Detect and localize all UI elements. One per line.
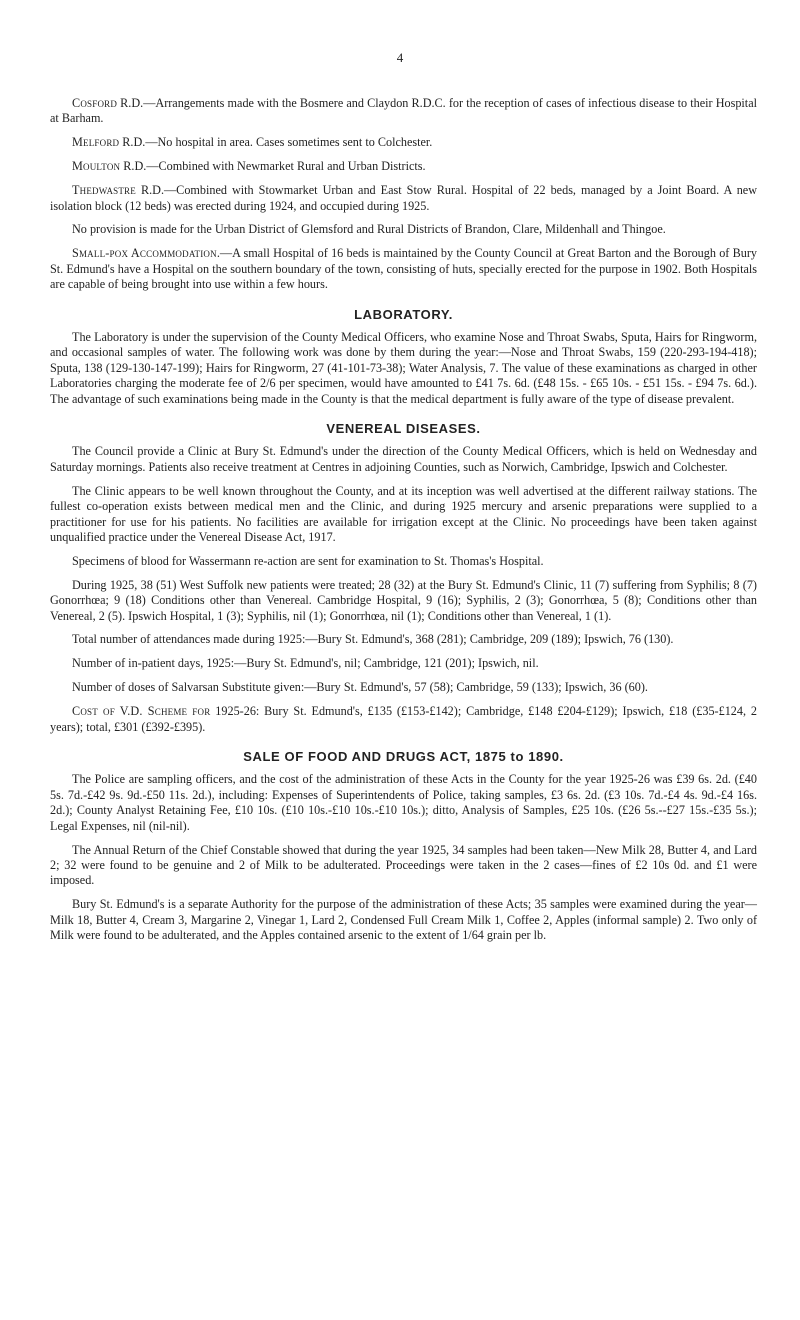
district-name: Melford <box>72 135 120 150</box>
paragraph <box>50 772 757 834</box>
paragraph-text: Specimens of blood for Wassermann re-action are sent for examination to St. Thomas's Hospital. <box>72 553 544 568</box>
paragraph-text: During 1925, 38 (51) West Suffolk new patients were treated; 28 (32) at the Bury St. Edmund's Clinic, 11 (7) suffering from Syphilis; 8 (7) Gonorrhœa; 9 (18) Conditions other than Venereal. Cambridge Hospital, 9 (16); Syphilis, 2 (3); Gonorrhœa, 5 (8); Conditions other than Venereal, 2 (5). Ipswich Hospital, 1 (3); Syphilis, nil (1); Gonorrhœa, nil (1); Conditions other than Venereal, 1 (1). <box>50 577 757 623</box>
paragraph-text: Total number of attendances made during 1925:—Bury St. Edmund's, 368 (281); Cambridge, 209 (189); Ipswich, 76 (130). <box>72 632 674 647</box>
paragraph-text: The Laboratory is under the supervision of the County Medical Officers, who examine Nose and Throat Swabs, Sputa, Hairs for Ringworm, and occasional samples of water. The following work was done by them during the year:—Nose and Throat Swabs, 159 (220-293-194-418); Sputa, 138 (129-130-147-199); Hairs for Ringworm, 27 (41-101-73-38); Water Analysis, 7. The value of these examinations as charged in other Laboratories charging the moderate fee of 2/6 per specimen, would have amounted to £41 7s. 6d. (£48 15s. - £65 10s. - £51 15s. - £94 7s. 6d.). The advantage of such examinations being made in the County is that the medical department is fully aware of the type of disease prevalent. <box>50 329 757 406</box>
paragraph-text: No provision is made for the Urban District of Glemsford and Rural Districts of Brandon, Clare, Mildenhall and Thingoe. <box>72 222 666 237</box>
paragraph-text: R.D.—Combined with Newmarket Rural and Urban Districts. <box>120 159 426 174</box>
paragraph-text: R.D.—Arrangements made with the Bosmere and Claydon R.D.C. for the reception of cases of infectious disease to their Hospital at Barham. <box>50 96 757 126</box>
section-hospitals <box>50 96 757 293</box>
page-content <box>50 96 757 952</box>
paragraph-melford <box>50 135 757 150</box>
paragraph-no-provision <box>50 222 757 237</box>
paragraph <box>50 554 757 569</box>
paragraph-text: The Police are sampling officers, and the cost of the administration of these Acts in the County for the year 1925-26 was £39 6s. 2d. (£40 5s. 7d.-£42 9s. 9d.-£50 11s. 2d.), including: Expenses of Superintendents of Police, taking samples, £3 6s. 2d. (£3 10s. 7d.-£4 4s. 9d.-£4 16s. 2d.); County Analyst Retaining Fee, £10 10s. (£10 10s.-£10 10s.-£10 10s.); ditto, Analysis of Samples, £25 10s. (£26 5s.--£27 15s.-£35 5s.); Legal Expenses, nil (nil-nil). <box>50 772 757 833</box>
district-name: Cosford <box>72 96 118 110</box>
paragraph-text: 1925-26: Bury St. Edmund's, £135 (£153-£142); Cambridge, £148 £204-£129); Ipswich, £18 (£35-£124, 2 years); total, £301 (£392-£395). <box>50 704 757 734</box>
paragraph-thedwastre <box>50 183 757 214</box>
section-food-and-drugs <box>50 749 757 943</box>
district-name: Thedwastre <box>72 183 136 198</box>
section-venereal-diseases <box>50 421 757 735</box>
paragraph-cosford <box>50 96 757 127</box>
paragraph <box>50 632 757 647</box>
section-heading: VENEREAL DISEASES. <box>326 421 481 436</box>
paragraph-moulton <box>50 159 757 174</box>
paragraph-text: Number of in-patient days, 1925:—Bury St. Edmund's, nil; Cambridge, 121 (201); Ipswich, nil. <box>72 656 539 671</box>
district-name: Moulton <box>72 159 121 174</box>
paragraph-text: Number of doses of Salvarsan Substitute given:—Bury St. Edmund's, 57 (58); Cambridge, 59 (133); Ipswich, 36 (60). <box>72 680 648 695</box>
paragraph <box>50 330 757 407</box>
section-heading: SALE OF FOOD AND DRUGS ACT, 1875 to 1890. <box>243 749 564 764</box>
paragraph <box>50 843 757 889</box>
paragraph <box>50 656 757 671</box>
paragraph-text: .—A small Hospital of 16 beds is maintained by the County Council at Great Barton and the Borough of Bury St. Edmund's have a Hospital on the southern boundary of the town, consisting of huts, specially erected for the purpose in 1902. Both Hospitals are capable of being brought into use within a few hours. <box>50 246 757 292</box>
section-laboratory <box>50 307 757 407</box>
paragraph-text: The Clinic appears to be well known throughout the County, and at its inception was well advertised at the different railway stations. The fullest co-operation exists between medical men and the Clinic, and during 1925 mercury and arsenic preparations were supplied to a practitioner for use for his patients. No facilities are available for irrigation except at the Clinic. No proceedings have been taken against unqualified practice under the Venereal Disease Act, 1917. <box>50 483 757 544</box>
paragraph-text: R.D.—No hospital in area. Cases sometimes sent to Colchester. <box>119 135 433 150</box>
paragraph-text: The Council provide a Clinic at Bury St. Edmund's under the direction of the County Medical Officers, which is held on Wednesday and Saturday mornings. Patients also receive treatment at Centres in adjoining Counties, such as Norwich, Cambridge, Ipswich and Colchester. <box>50 444 757 474</box>
paragraph <box>50 444 757 475</box>
paragraph <box>50 578 757 624</box>
subsection-name: Small-pox Accommodation <box>72 246 217 261</box>
paragraph-smallpox <box>50 246 757 292</box>
paragraph <box>50 680 757 695</box>
paragraph-text: R.D.—Combined with Stowmarket Urban and East Stow Rural. Hospital of 22 beds, managed by a Joint Board. A new isolation block (12 beds) was erected during 1924, and occupied during 1925. <box>50 183 757 213</box>
section-heading: LABORATORY. <box>354 306 453 322</box>
paragraph-cost-vd-scheme <box>50 704 757 735</box>
paragraph <box>50 484 757 546</box>
subsection-name: Cost of V.D. Scheme for <box>72 704 211 719</box>
paragraph-text: The Annual Return of the Chief Constable showed that during the year 1925, 34 samples had been taken—New Milk 28, Butter 4, and Lard 2; 32 were found to be genuine and 2 of Milk to be adulterated. Proceedings were taken in the 2 cases—fines of £2 10s 0d. and £1 were imposed. <box>50 842 757 888</box>
paragraph <box>50 897 757 943</box>
page-number: 4 <box>396 50 404 65</box>
paragraph-text: Bury St. Edmund's is a separate Authority for the purpose of the administration of these Acts; 35 samples were examined during the year—Milk 18, Butter 4, Cream 3, Margarine 2, Vinegar 1, Lard 2, Condensed Full Cream Milk 1, Coffee 2, Apples (informal sample) 2. Two only of Milk were found to be adulterated, and the Apples contained arsenic to the extent of 1/64 grain per lb. <box>50 897 757 943</box>
